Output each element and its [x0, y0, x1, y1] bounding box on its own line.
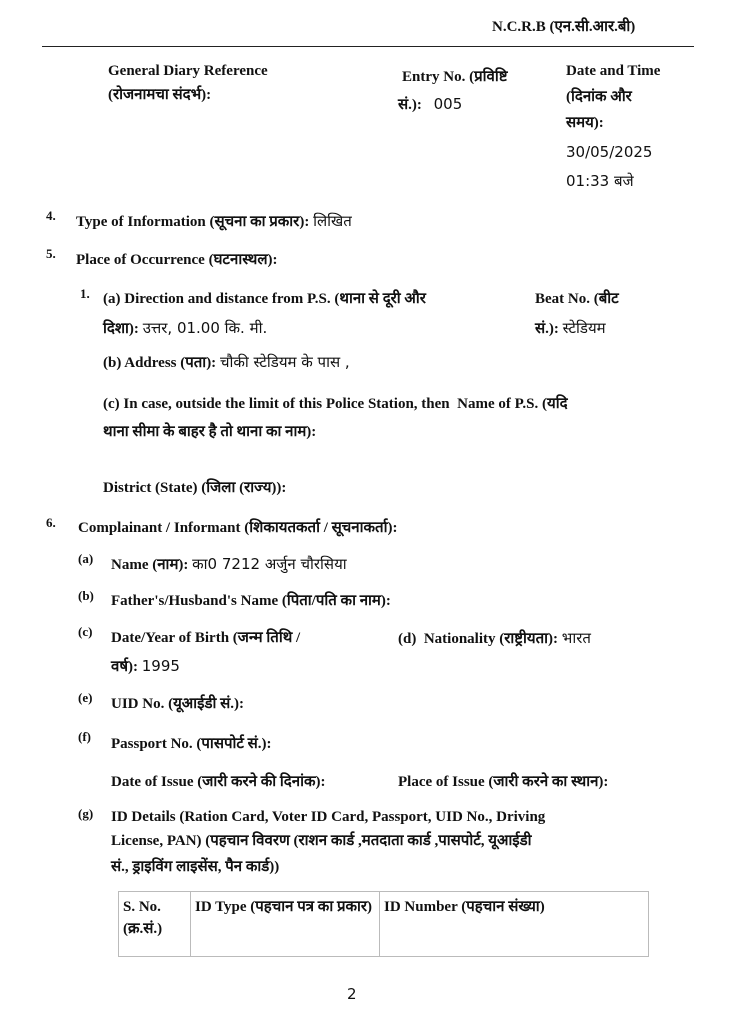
name-label: Name (नाम): — [111, 557, 189, 573]
date-time-label-2: (दिनांक और — [566, 89, 632, 105]
entry-no-value: 005 — [433, 95, 463, 113]
address-row — [103, 351, 350, 374]
date-value: 30/05/2025 — [566, 143, 653, 161]
e-marker: (e) — [78, 690, 93, 705]
header-id-type: ID Type (पहचान पत्र का प्रकार) — [191, 892, 380, 957]
passport-label: Passport No. (पासपोर्ट सं.): — [111, 736, 272, 752]
complainant-label: Complainant / Informant (शिकायतकर्ता / सूचनाकर्ता): — [78, 520, 398, 536]
nationality-value: भारत — [561, 629, 591, 647]
gd-ref-label-hi: (रोजनामचा संदर्भ): — [108, 87, 212, 103]
item-4-row — [76, 210, 352, 233]
father-name-label: Father's/Husband's Name (पिता/पति का नाम): — [111, 593, 391, 609]
address-label: (b) Address (पता): — [103, 355, 217, 371]
direction-label-1: (a) Direction and distance from P.S. (थाना से दूरी और — [103, 291, 426, 307]
page-number: 2 — [347, 985, 357, 1003]
beat-no-value: स्टेडियम — [562, 319, 606, 337]
type-of-info-value: लिखित — [313, 212, 352, 230]
c-marker: (c) — [78, 624, 93, 639]
type-of-info-label: Type of Information (सूचना का प्रकार): — [76, 214, 310, 230]
name-row — [111, 553, 347, 576]
name-value: का0 7212 अर्जुन चौरसिया — [192, 555, 347, 573]
place-of-occurrence-label: Place of Occurrence (घटनास्थल): — [76, 252, 278, 268]
entry-no-label-2: सं.): — [398, 97, 422, 113]
ncrb-header: N.C.R.B (एन.सी.आर.बी) — [492, 19, 636, 35]
entry-no-row — [398, 93, 462, 116]
dob-label-1: Date/Year of Birth (जन्म तिथि / — [111, 630, 301, 646]
item-5-number: 5. — [46, 246, 56, 261]
table-header-row — [119, 892, 649, 957]
direction-value: उत्तर, 01.00 कि. मी. — [142, 319, 268, 337]
a-marker: (a) — [78, 551, 94, 566]
direction-row — [103, 317, 267, 340]
beat-no-label-2: सं.): — [535, 321, 559, 337]
header-rule — [42, 46, 694, 47]
header-s-no: S. No. (क्र.सं.) — [119, 892, 191, 957]
entry-no-label: Entry No. (प्रविष्टि — [402, 69, 508, 85]
date-time-label-1: Date and Time — [566, 63, 661, 79]
nationality-label: (d) Nationality (राष्ट्रीयता): — [398, 631, 559, 647]
g-marker: (g) — [78, 806, 94, 821]
item-6-number: 6. — [46, 515, 56, 530]
id-details-label-1: ID Details (Ration Card, Voter ID Card, Passport, UID No., Driving — [111, 809, 546, 825]
b-marker: (b) — [78, 588, 94, 603]
id-details-table — [118, 891, 649, 957]
direction-label-2: दिशा): — [103, 321, 139, 337]
dob-value: 1995 — [141, 657, 180, 675]
district-state-label: District (State) (जिला (राज्य)): — [103, 480, 287, 496]
dob-label-2: वर्ष): — [111, 659, 139, 675]
beat-no-label-1: Beat No. (बीट — [535, 291, 619, 307]
nationality-row — [398, 627, 591, 650]
header-id-number: ID Number (पहचान संख्या) — [380, 892, 649, 957]
id-details-label-2: License, PAN) (पहचान विवरण (राशन कार्ड ,मतदाता कार्ड ,पासपोर्ट, यूआईडी — [111, 833, 532, 849]
item-4-number: 4. — [46, 208, 56, 223]
beat-no-row — [535, 317, 606, 340]
date-of-issue-label: Date of Issue (जारी करने की दिनांक): — [111, 774, 326, 790]
time-value: 01:33 बजे — [566, 172, 634, 190]
uid-label: UID No. (यूआईडी सं.): — [111, 696, 245, 712]
gd-ref-label-en: General Diary Reference — [108, 63, 268, 79]
place-of-issue-label: Place of Issue (जारी करने का स्थान): — [398, 774, 609, 790]
address-value: चौकी स्टेडियम के पास , — [219, 353, 350, 371]
item-5-1-number: 1. — [80, 286, 90, 301]
f-marker: (f) — [78, 729, 91, 744]
outside-ps-label-2: थाना सीमा के बाहर है तो थाना का नाम): — [103, 424, 317, 440]
dob-row — [111, 655, 180, 678]
date-time-label-3: समय): — [566, 115, 604, 131]
id-details-label-3: सं., ड्राइविंग लाइसेंस, पैन कार्ड)) — [111, 859, 280, 875]
outside-ps-label-1: (c) In case, outside the limit of this Police Station, then Name of P.S. (यदि — [103, 396, 568, 412]
